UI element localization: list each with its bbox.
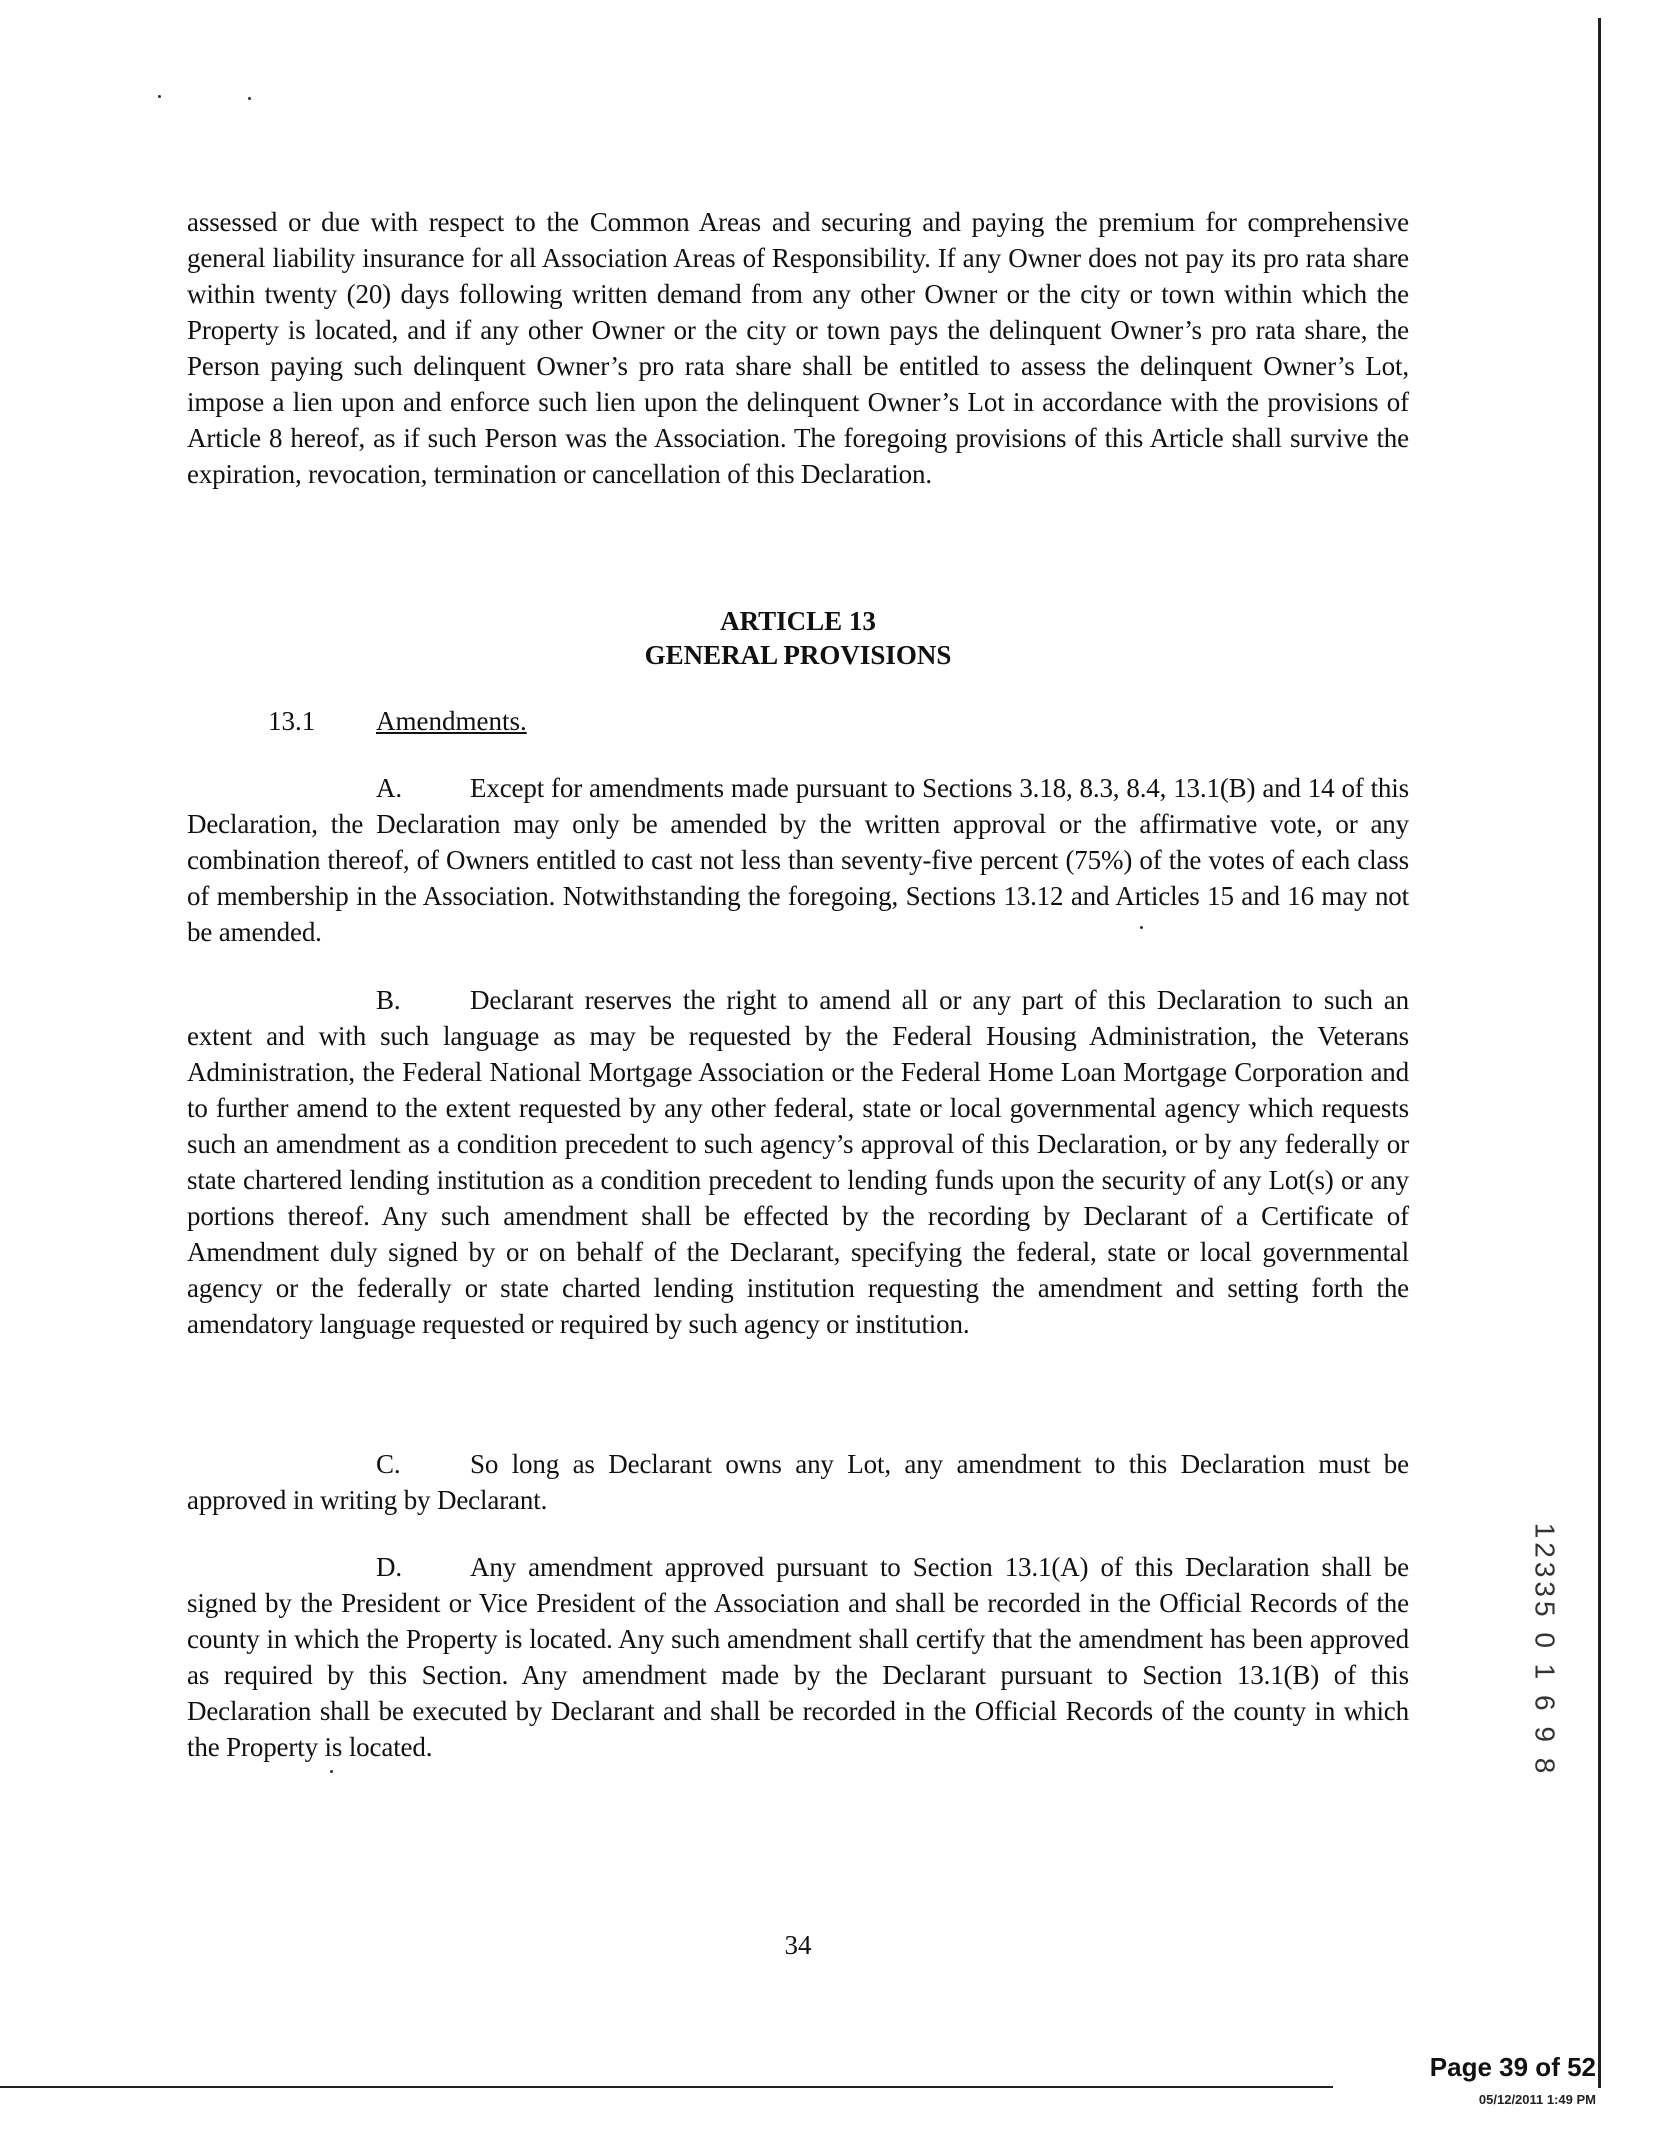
paragraph-d: [187, 1549, 1409, 1765]
paragraph-letter: D.: [376, 1552, 402, 1582]
section-heading: [268, 704, 527, 738]
margin-recording-stamp: [1527, 1522, 1561, 1778]
paragraph-text: Declarant reserves the right to amend all or any part of this Declaration to such an extent and with such language as may be requested by the Federal Housing Administration, the Veterans Administration, the Federal National Mortgage Association or the Federal Home Loan Mortgage Corporation and to further amend to the extent requested by any other federal, state or local governmental agency which requests such an amendment as a condition precedent to such agency’s approval of this Declaration, or by any federally or state chartered lending institution as a condition precedent to lending funds upon the security of any Lot(s) or any portions thereof. Any such amendment shall be effected by the recording by Declarant of a Certificate of Amendment duly signed by or on behalf of the Declarant, specifying the federal, state or local governmental agency or the federally or state charted lending institution requesting the amendment and setting forth the amendatory language requested or required by such agency or institution.: [187, 985, 1409, 1339]
footer-page-label: Page 39 of 52: [1429, 2052, 1596, 2082]
paragraph-a: [187, 770, 1409, 950]
scan-speck: [248, 97, 251, 100]
margin-stamp-text: 12335 0 1 6 9 8: [1529, 1522, 1560, 1778]
scan-speck: [330, 1770, 333, 1773]
page-number: 34: [784, 1930, 812, 1960]
paragraph-letter: A.: [376, 773, 402, 803]
continuation-paragraph: assessed or due with respect to the Common Areas and securing and paying the premium for comprehensive general liability insurance for all Association Areas of Responsibility. If any Owner does not pay its pro rata share within twenty (20) days following written demand from any other Owner or the city or town within which the Property is located, and if any other Owner or the city or town pays the delinquent Owner’s pro rata share, the Person paying such delinquent Owner’s pro rata share shall be entitled to assess the delinquent Owner’s Lot, impose a lien upon and enforce such lien upon the delinquent Owner’s Lot in accordance with the provisions of Article 8 hereof, as if such Person was the Association. The foregoing provisions of this Article shall survive the expiration, revocation, termination or cancellation of this Declaration.: [187, 207, 1409, 489]
paragraph-b: [187, 982, 1409, 1342]
paragraph-letter: C.: [376, 1449, 401, 1479]
section-number: 13.1: [268, 706, 316, 736]
scan-right-edge-line: [1598, 18, 1601, 2088]
paragraph-c: [187, 1446, 1409, 1518]
section-title: Amendments.: [376, 706, 527, 736]
paragraph-text: So long as Declarant owns any Lot, any amendment to this Declaration must be approved in writing by Declarant.: [187, 1449, 1409, 1515]
footer-divider: [0, 2086, 1333, 2088]
paragraph-text: Any amendment approved pursuant to Section 13.1(A) of this Declaration shall be signed by the President or Vice President of the Association and shall be recorded in the Official Records of the county in which the Property is located. Any such amendment shall certify that the amendment has been approved as required by this Section. Any amendment made by the Declarant pursuant to Section 13.1(B) of this Declaration shall be executed by Declarant and shall be recorded in the Official Records of the county in which the Property is located.: [187, 1552, 1409, 1762]
article-title: GENERAL PROVISIONS: [644, 640, 952, 670]
scan-speck: [158, 95, 161, 98]
paragraph-letter: B.: [376, 985, 401, 1015]
article-number: ARTICLE 13: [720, 606, 876, 636]
paragraph-text: Except for amendments made pursuant to Sections 3.18, 8.3, 8.4, 13.1(B) and 14 of this Declaration, the Declaration may only be amended by the written approval or the affirmative vote, or any combination thereof, of Owners entitled to cast not less than seventy-five percent (75%) of the votes of each class of membership in the Association. Notwithstanding the foregoing, Sections 13.12 and Articles 15 and 16 may not be amended.: [187, 773, 1409, 947]
footer-timestamp: 05/12/2011 1:49 PM: [1478, 2092, 1596, 2107]
